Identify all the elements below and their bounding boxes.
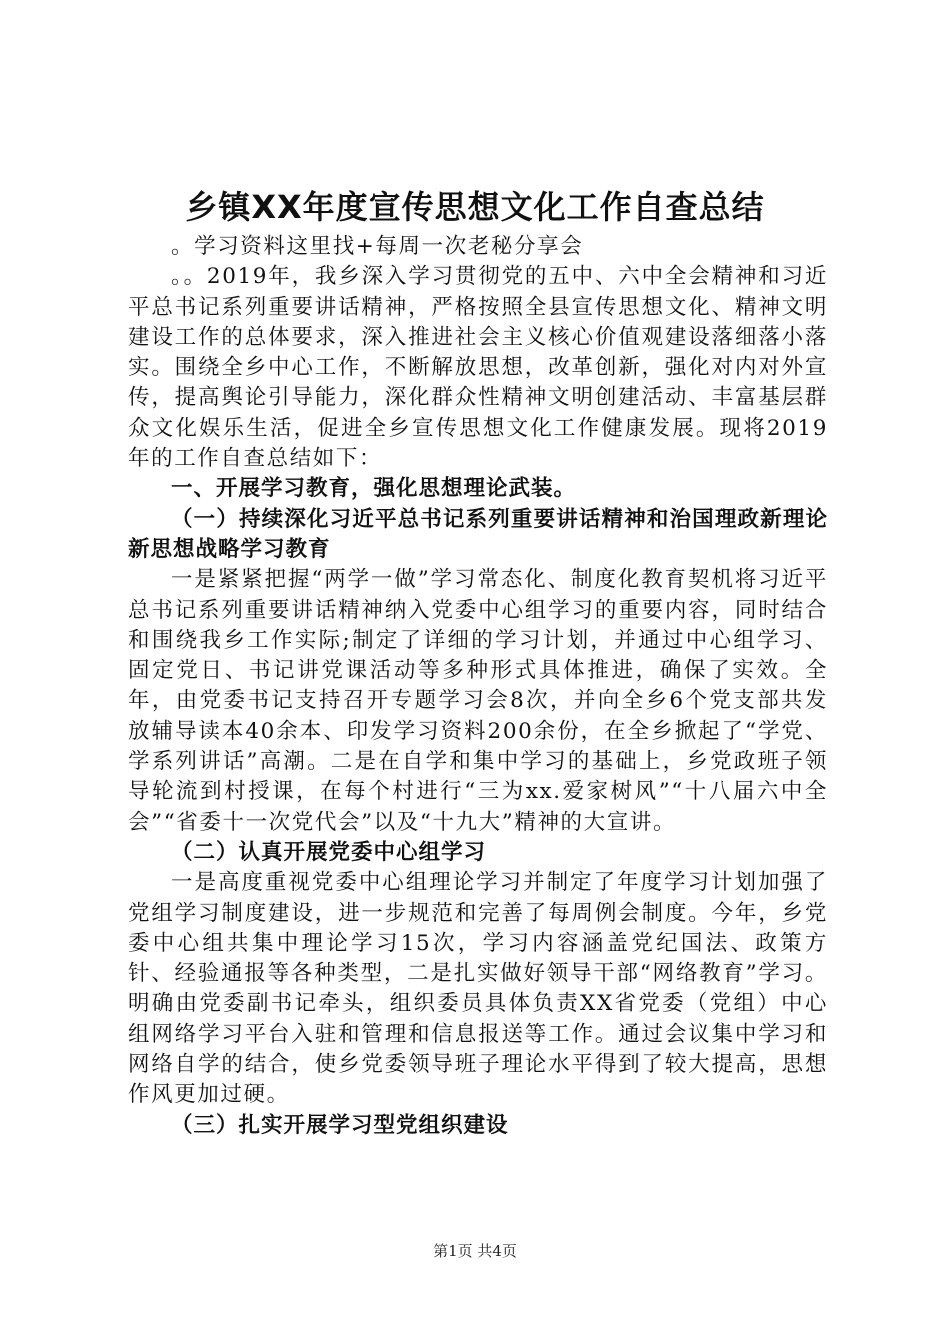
document-body — [128, 232, 828, 1141]
summary-paragraph: 。。2019年，我乡深入学习贯彻党的五中、六中全会精神和习近平总书记系列重要讲话精神，严格按照全县宣传思想文化、精神文明建设工作的总体要求，深入推进社会主义核心价值观建设落细落小落实。围绕全乡中心工作，不断解放思想，改革创新，强化对内对外宣传，提高舆论引导能力，深化群众性精神文明创建活动、丰富基层群众文化娱乐生活，促进全乡宣传思想文化工作健康发展。现将2019年的工作自查总结如下： — [128, 264, 828, 472]
intro-note: 。学习资料这里找+每周一次老秘分享会 — [171, 234, 584, 259]
subsection-heading-1: （一）持续深化习近平总书记系列重要讲话精神和治国理政新理论新思想战略学习教育 — [128, 506, 828, 562]
subsection-heading-2: （二）认真开展党委中心组学习 — [171, 839, 487, 865]
page-footer: 第1页 共4页 — [433, 1242, 517, 1260]
body-paragraph: 一是高度重视党委中心组理论学习并制定了年度学习计划加强了党组学习制度建设，进一步规范和完善了每周例会制度。今年，乡党委中心组共集中理论学习15次，学习内容涵盖党纪国法、政策方针、经验通报等各种类型，二是扎实做好领导干部“网络教育”学习。明确由党委副书记牵头，组织委员具体负责XX省党委（党组）中心组网络学习平台入驻和管理和信息报送等工作。通过会议集中学习和网络自学的结合，使乡党委领导班子理论水平得到了较大提高，思想作风更加过硬。 — [128, 870, 828, 1108]
subsection-heading-3: （三）扎实开展学习型党组织建设 — [171, 1112, 509, 1138]
body-paragraph: 一是紧紧把握“两学一做”学习常态化、制度化教育契机将习近平总书记系列重要讲话精神纳入党委中心组学习的重要内容，同时结合和围绕我乡工作实际;制定了详细的学习计划，并通过中心组学习、固定党日、书记讲党课活动等多种形式具体推进，确保了实效。全年，由党委书记支持召开专题学习会8次，并向全乡6个党支部共发放辅导读本40余本、印发学习资料200余份，在全乡掀起了“学党、学系列讲话”高潮。二是在自学和集中学习的基础上，乡党政班子领导轮流到村授课，在每个村进行“三为xx.爱家树风”“十八届六中全会”“省委十一次党代会”以及“十九大”精神的大宣讲。 — [128, 567, 828, 835]
document-title: 乡镇XX年度宣传思想文化工作自查总结 — [185, 188, 765, 226]
section-heading-1: 一、开展学习教育，强化思想理论武装。 — [171, 476, 577, 502]
